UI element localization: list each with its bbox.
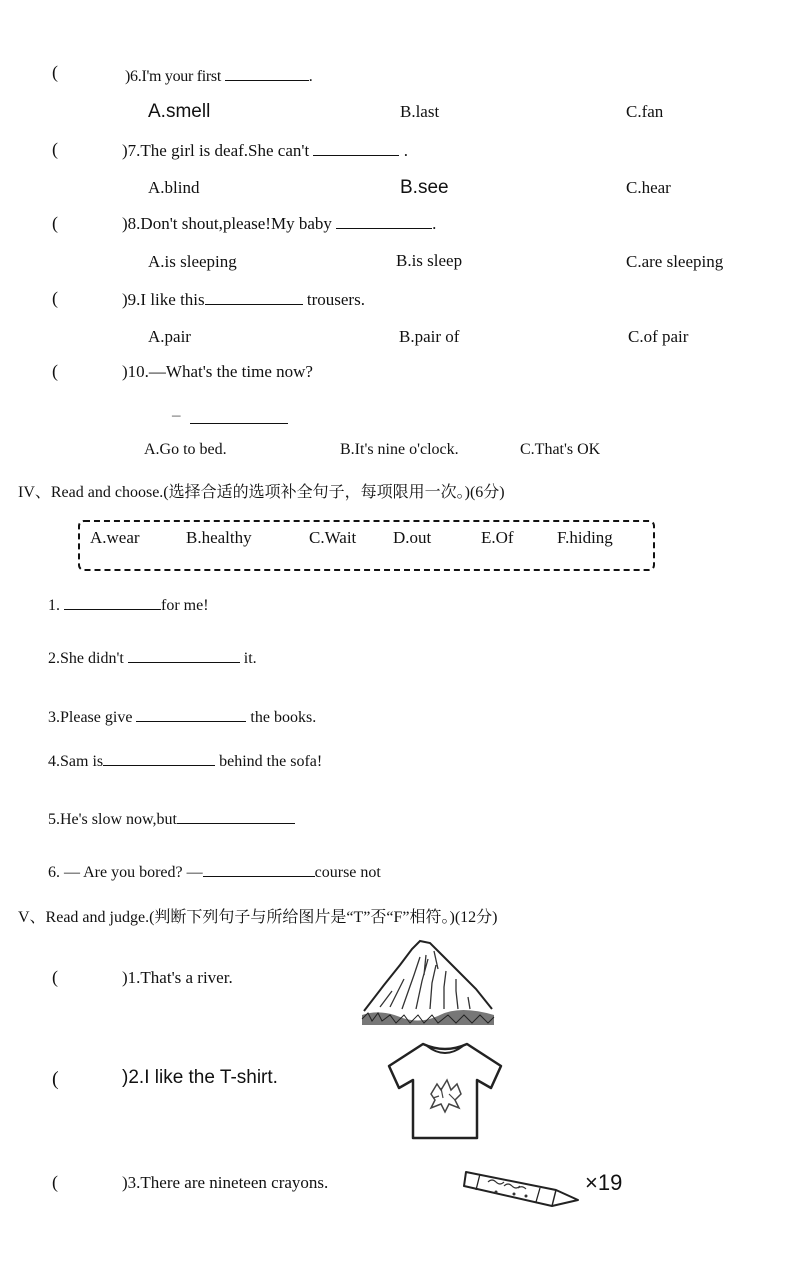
question-7: )7.The girl is deaf.She can't . [122,141,408,160]
word-option: F.hiding [557,528,613,547]
answer-paren: ( [52,361,58,381]
answer-blank[interactable] [177,809,295,824]
word-option: C.Wait [309,528,357,547]
word-option: D.out [393,528,432,547]
answer-blank[interactable] [205,290,303,305]
judge-1: )1.That's a river. [122,968,233,987]
answer-blank[interactable] [136,707,246,722]
option-a: A.Go to bed. [144,441,227,458]
question-10: )10.—What's the time now? [122,362,313,381]
option-a: A.is sleeping [148,252,237,271]
option-c: C.hear [626,178,671,197]
dialogue-dash: – [172,405,181,424]
option-c: C.fan [626,102,664,121]
option-c: C.That's OK [520,441,601,458]
tshirt-picture [385,1038,505,1144]
option-b: B.is sleep [396,251,463,270]
judge-3: )3.There are nineteen crayons. [122,1173,329,1192]
fill-sentence-2: 2.She didn't it. [48,650,257,667]
option-b: B.last [400,102,440,121]
question-6: )6.I'm your first . [125,68,313,85]
answer-blank[interactable] [103,751,215,766]
answer-blank[interactable] [190,409,288,424]
answer-blank[interactable] [128,648,240,663]
fill-sentence-4: 4.Sam is behind the sofa! [48,753,323,770]
option-a: A.blind [148,178,200,197]
option-c: C.of pair [628,327,689,346]
word-option: B.healthy [186,528,252,547]
option-c: C.are sleeping [626,252,724,271]
answer-paren: ( [52,213,58,233]
answer-paren: ( [52,62,58,82]
answer-blank[interactable] [225,66,309,81]
word-option: E.Of [481,528,514,547]
answer-blank[interactable] [64,595,161,610]
answer-paren: ( [52,288,58,308]
fill-sentence-3: 3.Please give the books. [48,709,317,726]
option-b: B.pair of [399,327,460,346]
answer-paren: ( [52,1172,58,1192]
fill-sentence-1: 1. for me! [48,597,209,614]
answer-blank[interactable] [336,214,432,229]
judge-2: )2.I like the T-shirt. [122,1067,278,1088]
mountain-picture [360,935,496,1027]
answer-paren: ( [52,1068,59,1090]
question-9: )9.I like this trousers. [122,290,365,309]
fill-sentence-6: 6. — Are you bored? — course not [48,864,381,881]
question-8: )8.Don't shout,please!My baby . [122,214,437,233]
option-a: A.pair [148,327,191,346]
section-5-heading: V、Read and judge.(判断下列句子与所给图片是“T”否“F”相符。)(12分) [18,909,498,926]
crayon-count: ×19 [585,1170,623,1195]
option-a: A.smell [148,101,211,122]
option-b: B.It's nine o'clock. [340,441,459,458]
answer-paren: ( [52,139,58,159]
crayon-picture [460,1160,582,1210]
section-4-heading: IV、Read and choose.(选择合适的选项补全句子，每项限用一次。)(6分) [18,484,505,501]
option-b: B.see [400,177,449,198]
answer-paren: ( [52,967,58,987]
word-option: A.wear [90,528,140,547]
fill-sentence-5: 5.He's slow now,but [48,809,295,829]
answer-blank[interactable] [203,862,315,877]
answer-blank[interactable] [313,141,399,156]
